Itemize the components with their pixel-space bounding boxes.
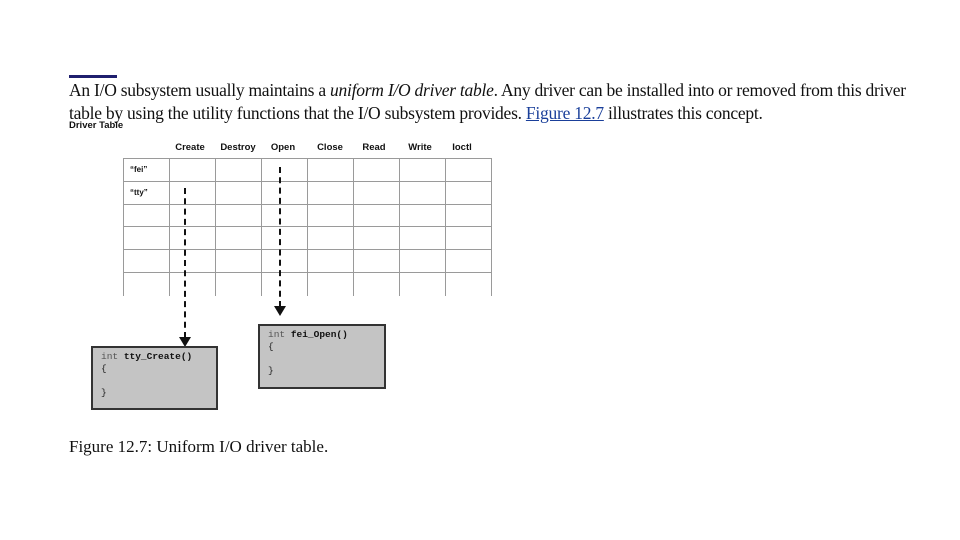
table-row [124, 204, 492, 227]
code-keyword: int [268, 329, 286, 340]
paragraph-text-3: illustrates this concept. [603, 103, 763, 123]
driver-table-title: Driver Table [69, 120, 124, 131]
column-header-ioctl: Ioctl [452, 142, 472, 153]
column-header-destroy: Destroy [220, 142, 256, 153]
code-function-name: tty_Create() [123, 351, 193, 362]
open-arrow-head [274, 306, 286, 316]
table-row [124, 159, 492, 182]
code-open-brace: { [268, 341, 274, 352]
tty-create-code-box [91, 346, 218, 410]
column-header-create: Create [175, 142, 205, 153]
driver-table-grid [123, 158, 492, 296]
code-open-brace: { [101, 363, 107, 374]
column-header-close: Close [317, 142, 343, 153]
row-label [124, 204, 170, 227]
figure-link[interactable]: Figure 12.7 [525, 103, 604, 123]
table-row [124, 181, 492, 204]
column-header-read: Read [362, 142, 386, 153]
code-function-name: fei_Open() [290, 329, 348, 340]
paragraph-text-1: An I/O subsystem usually maintains a [69, 80, 331, 100]
open-arrow-line [279, 167, 281, 307]
row-label [124, 250, 170, 273]
code-keyword: int [101, 351, 119, 362]
fei-open-code-box [258, 324, 386, 389]
table-row [124, 227, 492, 250]
heading-accent-bar [69, 75, 117, 78]
row-label: “tty” [124, 181, 170, 204]
row-label [124, 227, 170, 250]
column-header-open: Open [270, 142, 296, 153]
code-close-brace: } [268, 365, 274, 376]
table-row [124, 273, 492, 296]
row-label: “fei” [124, 159, 170, 182]
column-header-write: Write [408, 142, 432, 153]
create-arrow-line [184, 188, 186, 338]
body-paragraph [69, 79, 909, 125]
code-close-brace: } [101, 387, 107, 398]
row-label [124, 273, 170, 296]
table-row [124, 250, 492, 273]
figure-caption: Figure 12.7: Uniform I/O driver table. [69, 437, 329, 456]
paragraph-text-2: . Any driver can be installed into or removed from this driver table by using the utility functions that the I/O subsystem provides. [69, 80, 906, 123]
paragraph-emphasis: uniform I/O driver table [330, 80, 494, 100]
